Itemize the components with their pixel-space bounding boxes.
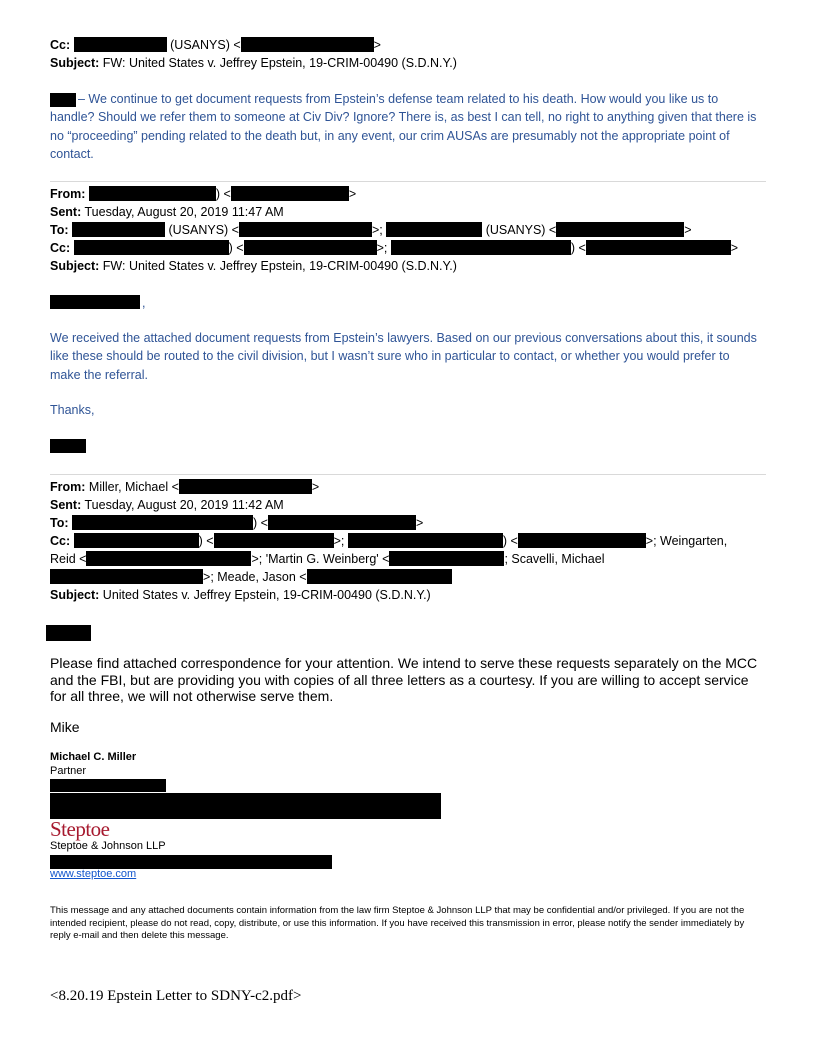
redaction [214, 533, 334, 548]
to-text-2: (USANYS) < [485, 223, 557, 237]
redaction [74, 240, 229, 255]
cc-text: (USANYS) < [170, 38, 241, 52]
message-body-1: – We continue to get document requests from Epstein’s defense team related to his death. How would you like us to handle? Should we refer them to someone at Civ Div? Ignore? There is, as best I can tell, no right to anything given that there is no “proceeding” pending related to the death but, in any event, our crim AUSAs are presumably not the appropriate point of contact. [50, 92, 757, 161]
greeting-comma: , [142, 296, 146, 310]
redaction [244, 240, 377, 255]
cc-scavelli: ; Scavelli, Michael [504, 552, 605, 566]
from-line-3: From: Miller, Michael < > [50, 480, 320, 494]
subject-text: FW: United States v. Jeffrey Epstein, 19-CRIM-00490 (S.D.N.Y.) [102, 56, 457, 70]
to-text-1: (USANYS) < [168, 223, 239, 237]
sent-label: Sent: [50, 498, 82, 512]
redaction [74, 37, 167, 52]
sent-text: Tuesday, August 20, 2019 11:47 AM [84, 205, 284, 219]
cc-weingarten: ; Weingarten, [653, 534, 728, 548]
redaction [307, 569, 452, 584]
redaction [72, 515, 253, 530]
attachment-name[interactable]: <8.20.19 Epstein Letter to SDNY-c2.pdf> [50, 988, 302, 1004]
redaction [46, 625, 91, 641]
subject-line-2 [50, 257, 457, 275]
signoff: Mike [50, 719, 80, 735]
subject-line-3 [50, 586, 431, 604]
redaction [239, 222, 372, 237]
cc-label: Cc: [50, 534, 71, 548]
subject-label: Subject: [50, 259, 100, 273]
message-body-3: Please find attached correspondence for your attention. We intend to serve these requests separately on the MCC and the FBI, but are providing you with copies of all three letters as a courtesy. If you are willing to accept service for all three, we will not otherwise serve them. [50, 655, 758, 704]
redaction [386, 222, 482, 237]
cc-label: Cc: [50, 38, 71, 52]
redaction [268, 515, 416, 530]
separator [50, 181, 766, 182]
sent-line-2 [50, 203, 284, 221]
redaction [391, 240, 571, 255]
redaction [179, 479, 312, 494]
redaction [50, 793, 441, 819]
redaction [586, 240, 731, 255]
redaction [50, 569, 203, 584]
cc-weinberg: ; 'Martin G. Weinberg' < [258, 552, 390, 566]
signature-name: Michael C. Miller [50, 751, 137, 763]
sent-label: Sent: [50, 205, 82, 219]
subject-label: Subject: [50, 588, 100, 602]
cc-reid: Reid < [50, 552, 87, 566]
cc-line-3: Cc: ) < >; ) < >; Weingarten, [50, 534, 728, 548]
redaction [348, 533, 503, 548]
cc-line-2: Cc: ) < >; ) < > [50, 241, 739, 255]
sent-text: Tuesday, August 20, 2019 11:42 AM [84, 498, 284, 512]
to-line-2: To: (USANYS) < >; (USANYS) < > [50, 223, 692, 237]
redaction [89, 186, 216, 201]
to-label: To: [50, 516, 69, 530]
to-line-3: To: ) < > [50, 516, 424, 530]
redaction [50, 295, 140, 309]
cc-line-1: Cc: (USANYS) < > [50, 38, 381, 52]
redaction [518, 533, 646, 548]
signature-title: Partner [50, 765, 87, 777]
from-line-2: From: ) < > [50, 187, 357, 201]
redaction [241, 37, 374, 52]
redaction [50, 93, 76, 107]
cc-meade: ; Meade, Jason < [210, 570, 307, 584]
redaction [72, 222, 165, 237]
cc-label: Cc: [50, 241, 71, 255]
website-link[interactable]: www.steptoe.com [50, 868, 137, 880]
confidentiality-disclaimer: This message and any attached documents contain information from the law firm Steptoe & Johnson LLP that may be confidential and/or privileged. If you are not the intended recipient, please do not read, copy, distribute, or use this information. If you have received this transmission in error, please notify the sender immediately by reply e-mail and then delete this message. [50, 905, 745, 941]
redaction [50, 855, 332, 869]
from-label: From: [50, 187, 86, 201]
to-label: To: [50, 223, 69, 237]
thanks-text: Thanks, [50, 403, 95, 417]
redaction [74, 533, 199, 548]
redaction [50, 439, 86, 453]
subject-text: FW: United States v. Jeffrey Epstein, 19-CRIM-00490 (S.D.N.Y.) [102, 259, 457, 273]
cc-line-3b: Reid < >; 'Martin G. Weinberg' < ; Scavelli, Michael [50, 552, 605, 566]
steptoe-logo: Steptoe [50, 817, 110, 841]
sent-line-3 [50, 496, 284, 514]
from-label: From: [50, 480, 86, 494]
subject-label: Subject: [50, 56, 100, 70]
message-body-2: We received the attached document requests from Epstein’s lawyers. Based on our previous conversations about this, it sounds like these should be routed to the civil division, but I wasn’t sure who in particular to contact, or whether you would prefer to make the referral. [50, 331, 757, 382]
redaction [86, 551, 251, 566]
subject-text: United States v. Jeffrey Epstein, 19-CRIM-00490 (S.D.N.Y.) [102, 588, 431, 602]
cc-line-3c: >; Meade, Jason < [50, 568, 452, 586]
firm-name: Steptoe & Johnson LLP [50, 840, 166, 852]
from-text: Miller, Michael < [88, 480, 179, 494]
redaction [556, 222, 684, 237]
separator [50, 474, 766, 475]
subject-line-1 [50, 54, 457, 72]
redaction [389, 551, 504, 566]
redaction [50, 779, 166, 792]
redaction [231, 186, 349, 201]
